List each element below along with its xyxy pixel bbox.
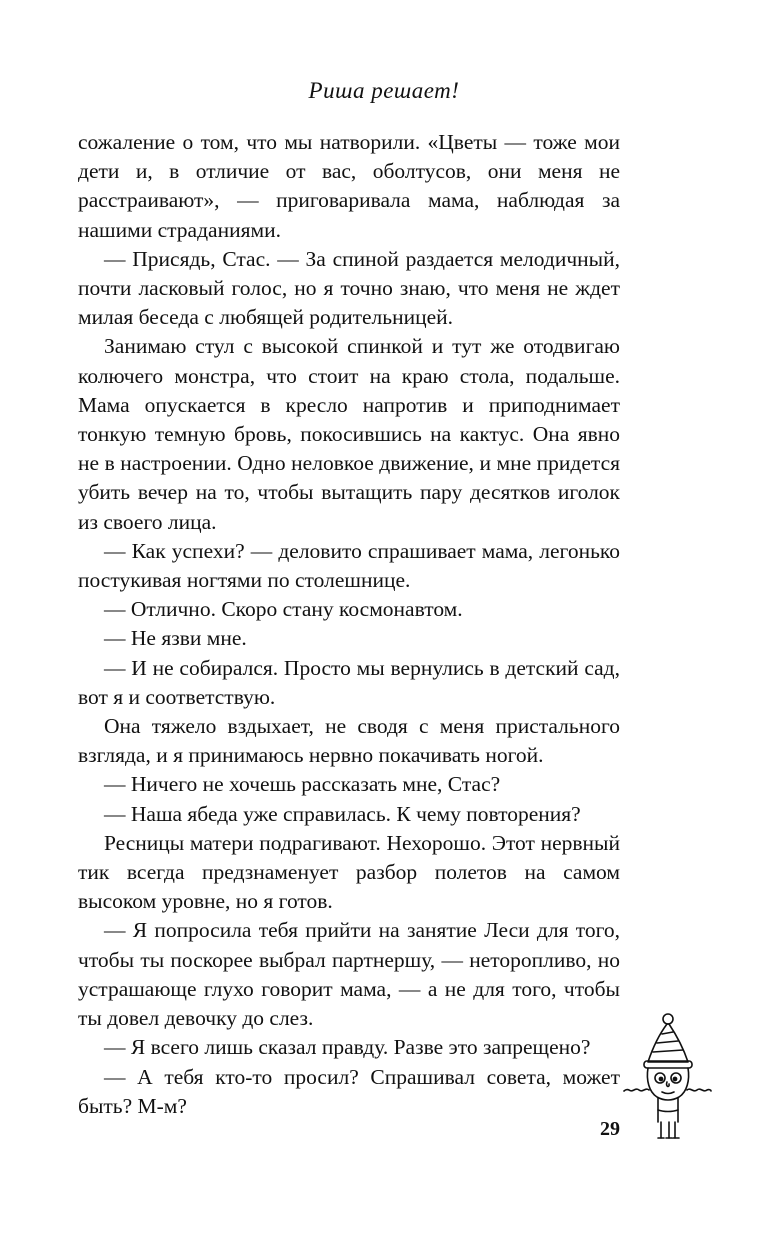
paragraph: — Не язви мне. — [104, 626, 247, 651]
body-text — [78, 128, 620, 1121]
running-header: Риша решает! — [308, 78, 460, 103]
paragraph: — Наша ябеда уже справилась. К чему повторения? — [104, 801, 581, 826]
page-number: 29 — [600, 1118, 620, 1140]
paragraph: — Отлично. Скоро стану космонавтом. — [104, 597, 463, 622]
paragraph: Ресницы матери подрагивают. Нехорошо. Этот нервный тик всегда предзнаменует разбор полетов на самом высоком уровне, но я готов. — [78, 830, 620, 914]
paragraph: Она тяжело вздыхает, не сводя с меня пристального взгляда, и я принимаюсь нервно покачивать ногой. — [78, 714, 620, 768]
paragraph: — Я попросила тебя прийти на занятие Леси для того, чтобы ты поскорее выбрал партнершу, — неторопливо, но устрашающе глухо говорит мама, — а не для того, чтобы ты довел девочку до слез. — [78, 918, 620, 1031]
paragraph: — Присядь, Стас. — За спиной раздается мелодичный, почти ласковый голос, но я точно знаю, что меня не ждет милая беседа с любящей родительницей. — [78, 246, 620, 330]
paragraph: — Я всего лишь сказал правду. Разве это запрещено? — [104, 1035, 591, 1060]
paragraph: — Как успехи? — деловито спрашивает мама, легонько постукивая ногтями по столешнице. — [78, 538, 620, 593]
paragraph: сожаление о том, что мы натворили. «Цветы — тоже мои дети и, в отличие от вас, оболтусов, они меня не расстраивают», — приговаривала мама, наблюдая за нашими страданиями. — [78, 130, 620, 242]
paragraph: — И не собирался. Просто мы вернулись в детский сад, вот я и соответствую. — [78, 655, 620, 709]
paragraph: — А тебя кто-то просил? Спрашивал совета, может быть? М-м? — [78, 1064, 620, 1118]
paragraph: — Ничего не хочешь рассказать мне, Стас? — [104, 772, 501, 797]
gnome-doodle-icon — [622, 1010, 712, 1145]
paragraph: Занимаю стул с высокой спинкой и тут же отодвигаю колючего монстра, что стоит на краю стола, подальше. Мама опускается в кресло напротив и приподнимает тонкую темную бровь, покосившись на кактус. Она явно не в настроении. Одно неловкое движение, и мне придется убить вечер на то, чтобы вытащить пару десятков иголок из своего лица. — [78, 334, 620, 534]
